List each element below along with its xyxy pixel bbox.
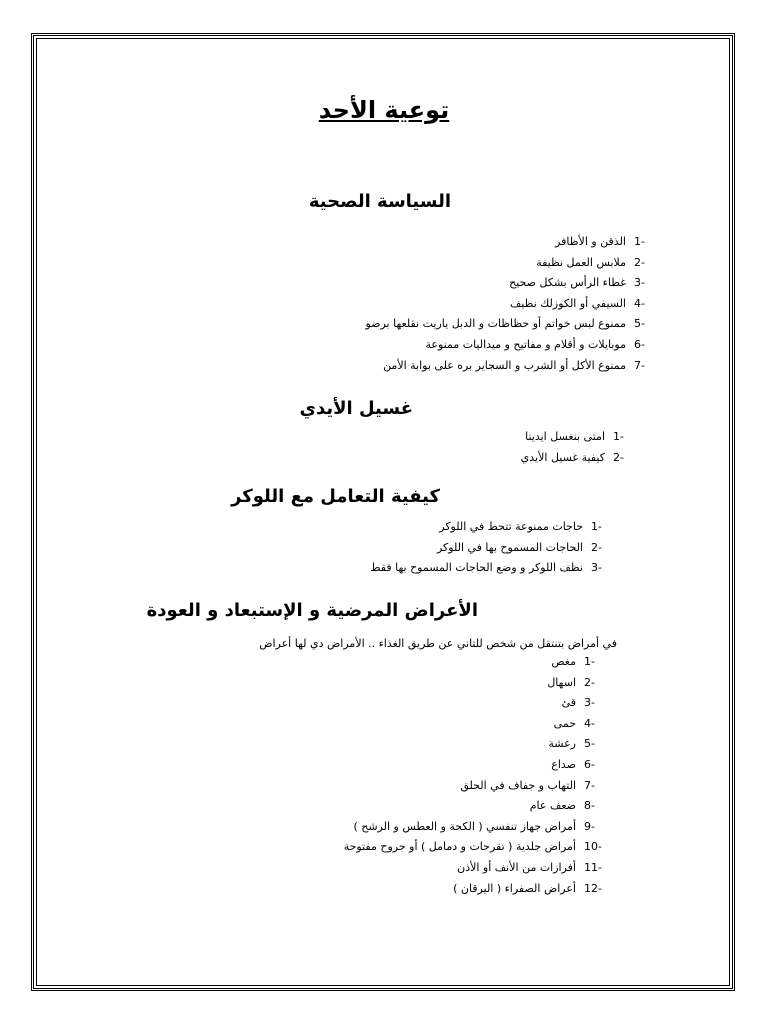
document-title: توعية الأحد <box>318 96 450 124</box>
section-heading-symptoms: الأعراض المرضية و الإستبعاد و العودة <box>146 600 478 621</box>
list-item: -2ملابس العمل نظيفة <box>536 255 645 269</box>
list-item: -2اسهال <box>547 675 595 689</box>
list-item: -4السيفي أو الكوزلك نظيف <box>509 296 645 310</box>
list-item: -7التهاب و جفاف في الحلق <box>460 778 595 792</box>
list-item: -8ضعف عام <box>529 799 595 813</box>
list-item: -10أمراض جلدية ( تقرحات و دمامل ) أو جروح مفتوحة <box>343 840 602 854</box>
section-heading-locker: كيفية التعامل مع اللوكر <box>231 486 440 507</box>
list-item: -4حمى <box>553 716 595 730</box>
list-item: -1حاجات ممنوعة تتحط في اللوكر <box>439 520 602 533</box>
list-item: -12أعراض الصفراء ( اليرقان ) <box>453 881 602 895</box>
symptoms-intro: في أمراض بتنتقل من شخص للتاني عن طريق الغذاء .. الأمراض دي لها أعراض <box>259 637 617 650</box>
list-item: -3غطاء الرأس بشكل صحيح <box>509 276 645 290</box>
list-item: -6صداع <box>551 757 595 771</box>
list-item: -7ممنوع الأكل أو الشرب و السجاير بره على بوابة الأمن <box>383 358 645 372</box>
list-item: -6موبايلات و أقلام و مفاتيح و ميداليات ممنوعة <box>425 337 645 351</box>
list-item: -3قئ <box>561 696 595 710</box>
list-item: -3نظف اللوكر و وضع الحاجات المسموح بها فقط <box>370 561 602 575</box>
list-item: -1مغص <box>551 655 595 668</box>
list-item: -2كيفية غسيل الأيدي <box>520 450 624 464</box>
locker-list <box>370 517 613 579</box>
list-item: -11أفرازات من الأنف أو الأذن <box>457 860 602 874</box>
list-item: -5ممنوع لبس خواتم أو حظاظات و الدبل ياريت نقلعها برضو <box>365 317 645 331</box>
list-item: -5رعشة <box>548 737 595 751</box>
symptoms-list <box>344 652 606 899</box>
list-item: -1الذقن و الأظافر <box>555 235 645 248</box>
section-heading-health-policy: السياسة الصحية <box>308 191 451 212</box>
list-item: -1امتى بنغسل ايدينا <box>525 430 624 443</box>
hand-washing-list <box>521 427 635 468</box>
list-item: -2الحاجات المسموح بها في اللوكر <box>436 540 602 554</box>
health-policy-list <box>365 232 656 376</box>
list-item: -9أمراض جهاز تنفسي ( الكحة و العطس و الرشح ) <box>353 819 595 833</box>
section-heading-hand-washing: غسيل الأيدي <box>299 398 413 419</box>
